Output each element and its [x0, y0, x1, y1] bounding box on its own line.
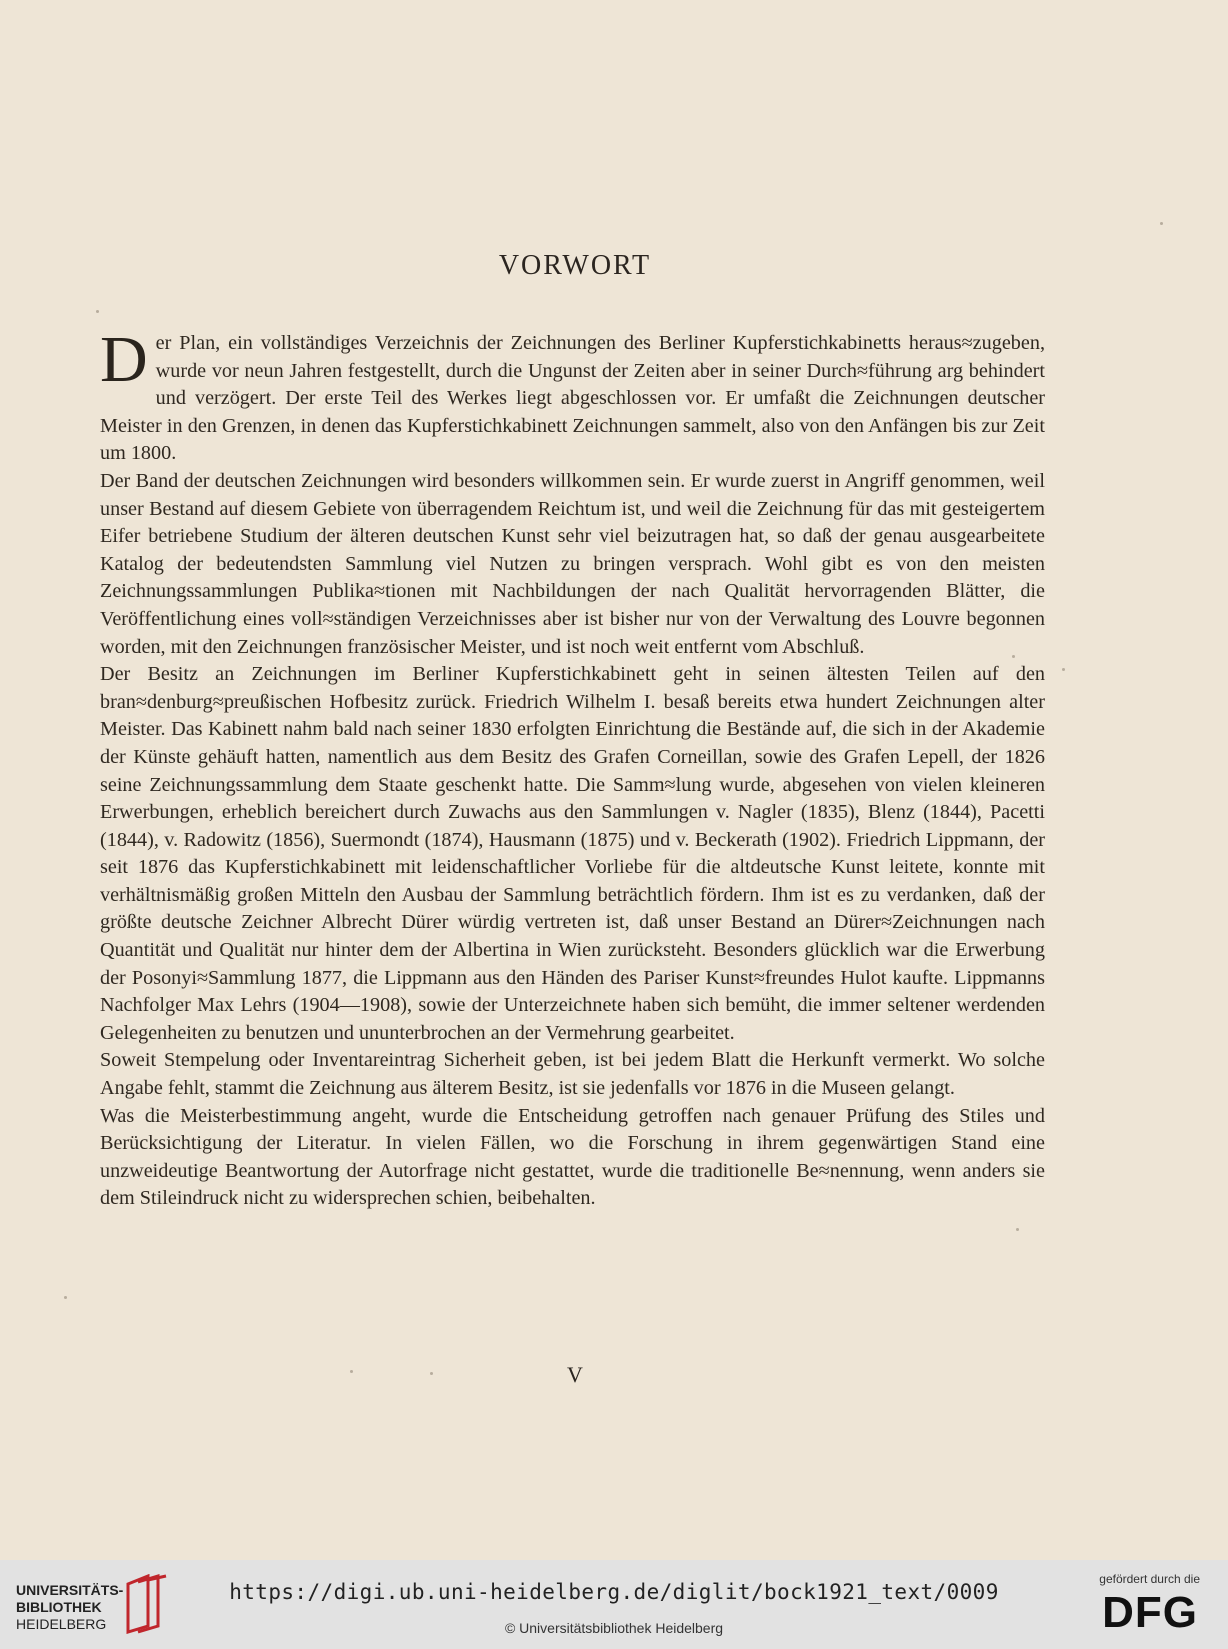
paragraph: Was die Meisterbestimmung angeht, wurde die Entscheidung getroffen nach genauer Prüfung des Stiles und Berücksichtigung der Literatur. In vielen Fällen, wo die Forschung in ihrem gegenwärtigen Stand eine unzweideutige Beantwortung der Autorfrage nicht gestattet, wurde die traditionelle Be≈nennung, wenn anders sie dem Stileindruck nicht zu widersprechen schien, beibehalten.	[100, 1104, 1045, 1210]
paper-speck	[64, 1296, 67, 1299]
library-line: BIBLIOTHEK	[16, 1599, 102, 1615]
paper-speck	[1016, 1228, 1019, 1231]
body-text	[100, 323, 1045, 1213]
library-line: UNIVERSITÄTS-	[16, 1582, 124, 1598]
drop-cap: D	[100, 323, 148, 396]
paragraph-text: er Plan, ein vollständiges Verzeichnis der Zeichnungen des Berliner Kupferstichkabinetts heraus≈zugeben, wurde vor neun Jahren festgestellt, durch die Ungunst der Zeiten aber in seiner Durch≈führung arg behindert und verzögert. Der erste Teil des Werkes liegt abgeschlossen vor. Er umfaßt die Zeichnungen deutscher Meister in den Grenzen, in denen das Kupferstichkabinett Zeichnungen sammelt, also von den Anfängen bis zur Zeit um 1800.	[100, 332, 1045, 465]
permalink-url[interactable]: https://digi.ub.uni-heidelberg.de/diglit/bock1921_text/0009	[229, 1580, 999, 1604]
viewer-footer	[0, 1560, 1228, 1649]
paper-speck	[96, 310, 99, 313]
page-number: V	[567, 1362, 583, 1387]
paragraph: Soweit Stempelung oder Inventareintrag Sicherheit geben, ist bei jedem Blatt die Herkunft vermerkt. Wo solche Angabe fehlt, stammt die Zeichnung aus älterem Besitz, ist sie jedenfalls vor 1876 in die Museen gelangt.	[100, 1049, 1045, 1100]
paper-speck	[1062, 668, 1065, 671]
paragraph	[100, 323, 1045, 468]
page-title: VORWORT	[498, 250, 652, 281]
paragraph: Der Besitz an Zeichnungen im Berliner Kupferstichkabinett geht in seinen ältesten Teilen auf den bran≈denburg≈preußischen Hofbesitz zurück. Friedrich Wilhelm I. besaß bereits etwa hundert Zeichnungen alter Meister. Das Kabinett nahm bald nach seiner 1830 erfolgten Einrichtung die Bestände auf, die sich in der Akademie der Künste gehäuft hatten, namentlich aus dem Besitz des Grafen Corneillan, sowie des Grafen Lepell, der 1826 seine Zeichnungssammlung dem Staate geschenkt hatte. Die Samm≈lung wurde, abgesehen von vielen kleineren Erwerbungen, erheblich bereichert durch Zuwachs aus den Sammlungen v. Nagler (1835), Blenz (1844), Pacetti (1844), v. Radowitz (1856), Suermondt (1874), Hausmann (1875) und v. Beckerath (1902). Friedrich Lippmann, der seit 1876 das Kupferstichkabinett mit leidenschaftlicher Vorliebe für die altdeutsche Kunst leitete, konnte mit verhältnismäßig großen Mitteln den Ausbau der Sammlung beträchtlich fördern. Ihm ist es zu verdanken, daß der größte deutsche Zeichner Albrecht Dürer würdig vertreten ist, daß unser Bestand an Dürer≈Zeichnungen nach Quantität und Qualität nur hinter dem der Albertina in Wien zurücksteht. Besonders glücklich war die Erwerbung der Posonyi≈Sammlung 1877, die Lippmann aus den Händen des Pariser Kunst≈freundes Hulot kaufte. Lippmanns Nachfolger Max Lehrs (1904—1908), sowie der Unterzeichnete haben sich bemüht, die immer seltener werdenden Gelegenheiten zu benutzen und ununterbrochen an der Vermehrung gearbeitet.	[100, 663, 1045, 1044]
library-line: HEIDELBERG	[16, 1616, 107, 1632]
paragraph: Der Band der deutschen Zeichnungen wird besonders willkommen sein. Er wurde zuerst in Angriff genommen, weil unser Bestand auf diesem Gebiete von überragendem Reichtum ist, und weil die Zeichnung für das mit gesteigertem Eifer betriebene Studium der älteren deutschen Kunst sehr viel beizutragen hat, so daß der genau ausgearbeitete Katalog der bedeutendsten Sammlung viel Nutzen zu bringen versprach. Wohl gibt es von den meisten Zeichnungssammlungen Publika≈tionen mit Nachbildungen der nach Qualität hervorragenden Blätter, die Veröffentlichung eines voll≈ständigen Verzeichnisses aber ist bisher nur von der Verwaltung des Louvre begonnen worden, mit den Zeichnungen französischer Meister, und ist noch weit entfernt vom Abschluß.	[100, 469, 1045, 658]
paper-speck	[1160, 222, 1163, 225]
sponsor-caption: gefördert durch die	[1099, 1572, 1200, 1586]
dfg-logo: DFG	[1102, 1588, 1198, 1637]
copyright-notice: © Universitätsbibliothek Heidelberg	[504, 1620, 724, 1636]
